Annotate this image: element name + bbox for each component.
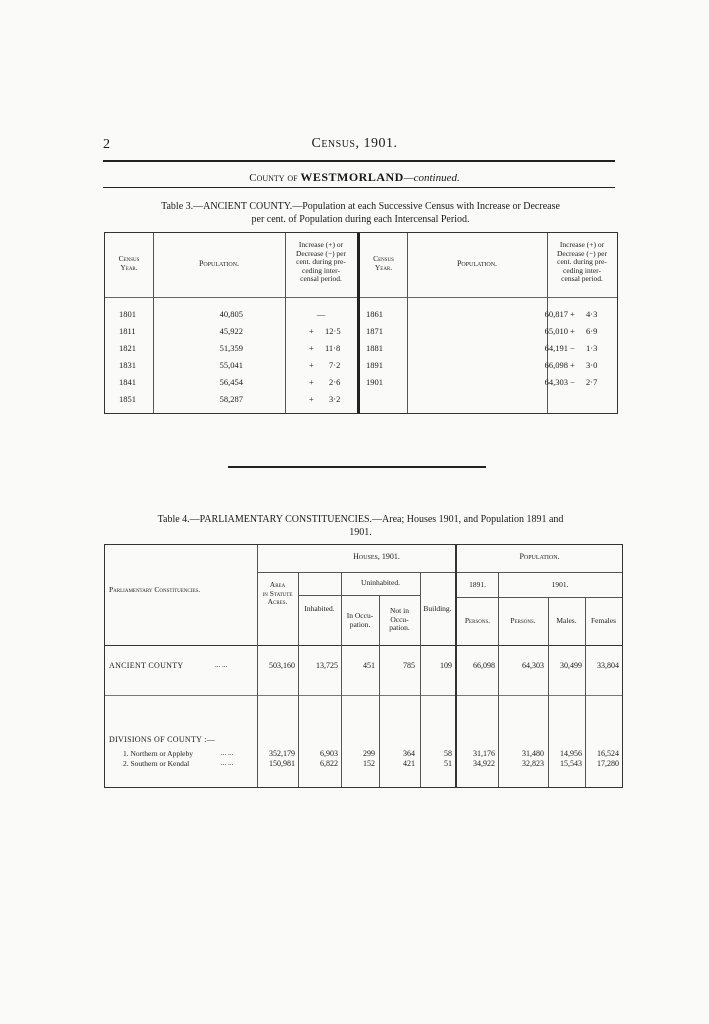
t3-left-rows [105,309,357,411]
table-row: 1891 66,098 + 3·0 [366,360,598,370]
table-row: 1831 55,041 + 7·2 [119,360,341,370]
t4-ancient-county-row: ANCIENT COUNTY ... ... 503,160 13,725 451 785 109 66,098 64,303 30,499 33,804 [109,661,619,670]
t4-header-not-in-occupation: Not in Occu- pation. [389,606,410,632]
table-row: 1. Northern or Appleby ... ... 352,179 6,903 299 364 58 31,176 31,480 14,956 16,524 [123,749,619,758]
t4-header-persons-1901: Persons. [510,616,536,625]
running-head: Census, 1901. [311,136,398,151]
t3-header-year-right: Census Year. [373,254,394,272]
t4-uninhabited-rule [298,595,420,596]
page-number: 2 [103,137,110,152]
t4-header-area: Area in Statute Acres. [262,580,293,606]
table-row: 1851 58,287 + 3·2 [119,394,341,404]
t4-header-in-occupation: In Occu- pation. [346,611,374,629]
table-row: 1801 40,805 — [119,309,326,319]
t4-header-1901: 1901. [551,580,569,589]
t4-header-persons-1891: Persons. [464,616,491,625]
table-row: 1841 56,454 + 2·6 [119,377,341,387]
t4-header-1891: 1891. [469,580,486,589]
table-row: 1881 64,191 − 1·3 [366,343,598,353]
table4 [104,544,623,788]
header-rule [103,160,615,162]
t3-header-change-right: Increase (+) or Decrease (−) per cent. during pre- ceding inter- censal period. [556,240,608,283]
t4-header-building: Building. [423,604,452,613]
table-row: 1901 64,303 − 2·7 [366,377,598,387]
t3-header-population-left: Population. [198,259,240,268]
table-row: 1821 51,359 + 11·8 [119,343,341,353]
t4-header-inhabited: Inhabited. [304,604,335,613]
county-heading: County of WESTMORLAND—continued. [249,170,460,184]
t4-header-males: Males. [556,616,577,625]
table-separator-rule [228,466,486,468]
section-rule [103,187,615,188]
t4-header-constituencies: Parliamentary Constituencies. [109,585,201,594]
table3 [104,232,618,414]
t4-header-females: Females [591,616,616,625]
table-row: 1861 60,817 + 4·3 [366,309,598,319]
table4-caption: Table 4.—PARLIAMENTARY CONSTITUENCIES.—Area; Houses 1901, and Population 1891 and 1901. [157,514,564,538]
t4-header-uninhabited: Uninhabited. [361,578,400,587]
t4-header-population: Population. [519,552,560,561]
t4-divisions-label: DIVISIONS OF COUNTY :— [109,735,216,744]
table-row: 1811 45,922 + 12·5 [119,326,341,336]
t3-header-population-right: Population. [456,259,498,268]
table-row: 2. Southern or Kendal ... ... 150,981 6,822 152 421 51 34,922 32,823 15,543 17,280 [123,759,619,768]
t3-right-rows [360,309,617,394]
table-row: 1871 65,010 + 6·9 [366,326,598,336]
t3-header-year-left: Census Year. [118,254,140,272]
t4-header-houses: Houses, 1901. [353,552,400,561]
table3-caption: Table 3.—ANCIENT COUNTY.—Population at each Successive Census with Increase or Decrease per cent. of Population during each Intercensal Period. [161,201,560,225]
t3-header-change-left: Increase (+) or Decrease (−) per cent. during pre- ceding inter- censal period. [295,240,347,283]
